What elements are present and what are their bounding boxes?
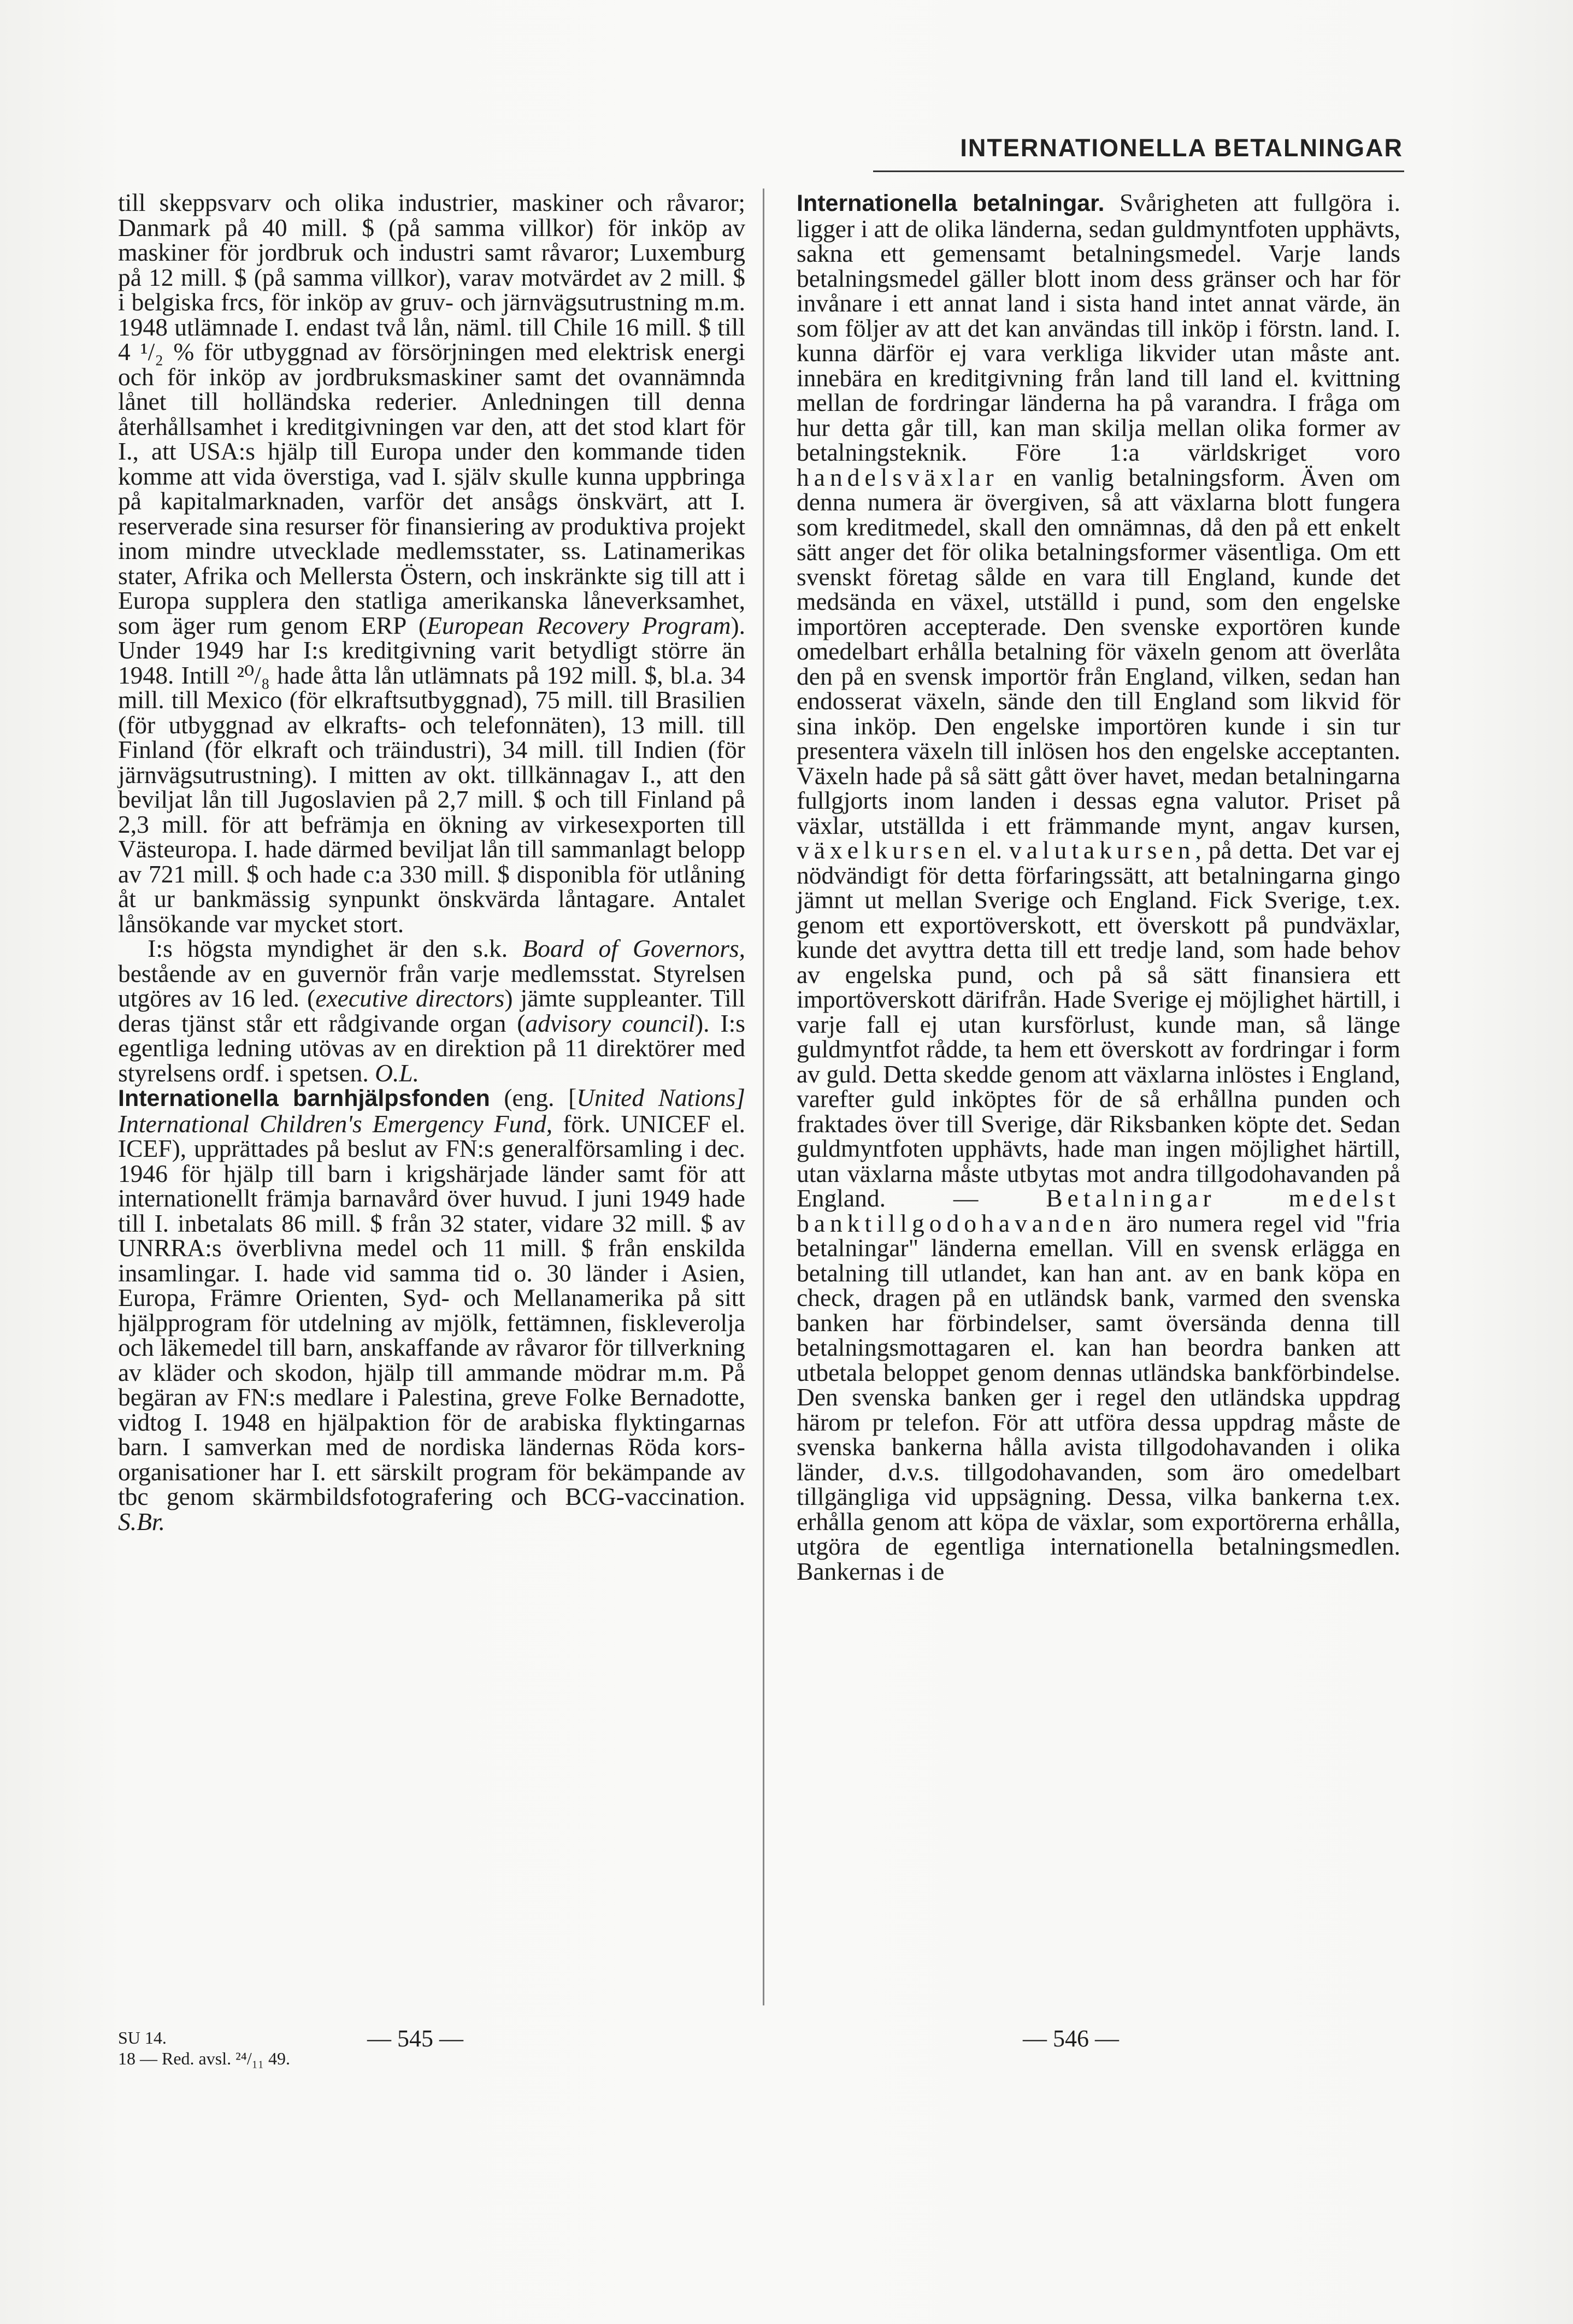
header-rule bbox=[873, 170, 1404, 172]
author-signature: O.L. bbox=[375, 1058, 420, 1087]
spaced-term: Betalningar medelst banktillgodohavanden bbox=[797, 1184, 1400, 1237]
entry-unicef: Internationella barnhjälpsfonden (eng. [United Nations] International Children's Emergency Fund, förk. UNICEF el. ICEF), upprättades på beslut av FN:s generalförsamling i dec. 1946 för hjälp till barn i krigshärjade länder samt för att internationellt främja barnavård över huvud. I juni 1949 hade till I. inbetalats 86 mill. $ från 32 stater, vidare 32 mill. $ av UNRRA:s överblivna medel och 11 mill. $ från enskilda insamlingar. I. hade vid samma tid o. 30 länder i Asien, Europa, Främre Orienten, Syd- och Mellanamerika på sitt hjälpprogram för utdelning av mjölk, fettämnen, fiskleverolja och läkemedel till barn, anskaffande av råvaror för tillverkning av kläder och skodon, hjälp till ammande mödrar m.m. På begäran av FN:s medlare i Palestina, greve Folke Bernadotte, vidtog I. 1948 en hjälpaktion för de arabiska flyktingarnas barn. I samverkan med de nordiska ländernas Röda kors-organisationer har I. ett särskilt program för bekämpande av tbc genom skärmbildsfotografering och BCG-vaccination. S.Br. bbox=[118, 1084, 745, 1535]
column-divider bbox=[763, 189, 764, 2005]
page-number-right: — 546 — bbox=[1023, 2025, 1119, 2052]
right-column bbox=[797, 190, 1400, 1584]
paragraph-ibrd-loans: till skeppsvarv och olika industrier, maskiner och råvaror; Danmark på 40 mill. $ (på samma villkor) för inköp av maskiner för jordbruk och industri samt råvaror; Luxemburg på 12 mill. $ (på samma villkor), varav motvärdet av 2 mill. $ i belgiska frcs, för inköp av gruv- och järnvägsutrustning m.m. 1948 utlämnade I. endast två lån, näml. till Chile 16 mill. $ till 4 ¹/₂ % för utbyggnad av försörjningen med elektrisk energi och för inköp av jordbruksmaskiner samt det ovannämnda lånet till holländska rederier. Anledningen till denna återhållsamhet i kreditgivningen var den, att det stod klart för I., att USA:s hjälp till Europa under den kommande tiden komme att vida överstiga, vad I. själv skulle kunna uppbringa på kapitalmarknaden, varför det ansågs önskvärt, att I. reserverade sina resurser för finansiering av produktiva projekt inom mindre utvecklade medlemsstater, ss. Latinamerikas stater, Afrika och Mellersta Östern, och inskränkte sig till att i Europa supplera den statliga amerikanska låneverksamhet, som äger rum genom ERP (European Recovery Program). Under 1949 har I:s kreditgivning varit betydligt större än 1948. Intill ²⁰/₈ hade åtta lån utlämnats på 192 mill. $, bl.a. 34 mill. till Mexico (för elkraftsutbyggnad), 75 mill. till Brasilien (för utbyggnad av elkrafts- och telefonnäten), 13 mill. till Finland (för elkraft och träindustri), 34 mill. till Indien (för järnvägsutrustning). I mitten av okt. tillkännagav I., att den beviljat lån till Jugoslavien på 2,7 mill. $ och till Finland på 2,3 mill. för att befrämja en ökning av virkesexporten till Västeuropa. I. hade därmed beviljat lån till sammanlagt belopp av 721 mill. $ och hade c:a 330 mill. $ disponibla för utlåning åt ur bankmässig synpunkt önskvärda låntagare. Antalet lånsökande var mycket stort. bbox=[118, 189, 745, 938]
entry-betalningar: Internationella betalningar. Svårigheten att fullgöra i. ligger i att de olika länderna, sedan guldmyntfoten upphävts, sakna ett gemensamt betalningsmedel. Varje lands betalningsmedel gäller blott inom dess gränser och har för invånare i ett annat land i sista hand intet annat värde, än som följer av att det kan användas till inköp i förstn. land. I. kunna därför ej vara verkliga likvider utan måste ant. innebära en kreditgivning från land till land el. kvittning mellan de fordringar länderna ha på varandra. I fråga om hur detta går till, kan man skilja mellan olika former av betalningsteknik. Före 1:a världskriget voro handelsväxlar en vanlig betalningsform. Även om denna numera är övergiven, så att växlarna blott fungera som kreditmedel, skall den omnämnas, då den på ett enkelt sätt anger det för olika betalningsformer väsentliga. Om ett svenskt företag sålde en vara till England, kunde det medsända en växel, utställd i pund, som den engelske importören accepterade. Den svenske exportören kunde omedelbart erhålla betalning för växeln genom att överlåta den på en svensk importör från England, vilken, sedan han endosserat växeln, sände den till England som likvid för sina inköp. Den engelske importören kunde i sin tur presentera växeln till inlösen hos den engelske acceptanten. Växeln hade på så sätt gått över havet, medan betalningarna fullgjorts inom landen i dessas egna valutor. Priset på växlar, utställda i ett främmande mynt, angav kursen, växelkursen el. valutakursen, på detta. Det var ej nödvändigt för detta förfaringssätt, att betalningarna gingo jämnt ut mellan Sverige och England. Fick Sverige, t.ex. genom ett exportöverskott, ett överskott på pundväxlar, kunde det avyttra detta till ett tredje land, som hade behov av engelska pund, och på så sätt finansiera ett importöverskott därifrån. Hade Sverige ej möjlighet härtill, i varje fall ej utan kursförlust, kunde man, så länge guldmyntfot rådde, ta hem ett överskott av fordringar i form av guld. Detta skedde genom att växlarna inlöstes i England, varefter guld inköptes för de så erhållna punden och fraktades över till Sverige, där Riksbanken köpte det. Sedan guldmyntfoten upphävts, hade man ingen möjlighet härtill, utan växlarna måste utbytas mot andra tillgodohavanden på England. — Betalningar medelst banktillgodohavanden äro numera regel vid "fria betalningar" länderna emellan. Vill en svensk erlägga en betalning till utlandet, kan han ant. av en bank köpa en check, dragen på en utländsk bank, varmed den svenska banken har förbindelser, samt översända denna till betalningsmottagaren el. kan han beordra banken att utbetala beloppet genom dennas utländska bankförbindelse. Den svenska banken ger i regel den utländska uppdrag härom pr telefon. För att utföra dessa uppdrag måste de svenska bankerna hålla avista tillgodohavanden i olika länder, d.v.s. tillgodohavanden, som äro omedelbart tillgängliga vid uppsägning. Dessa, vilka bankerna t.ex. erhålla genom att köpa de växlar, som exportörerna erhålla, utgöra de egentliga internationella betalningsmedlen. Bankernas i de bbox=[797, 189, 1401, 1585]
spaced-term: handelsväxlar bbox=[797, 463, 999, 491]
running-head: INTERNATIONELLA BETALNINGAR bbox=[960, 134, 1403, 162]
paragraph-ibrd-governance: I:s högsta myndighet är den s.k. Board of Governors, bestående av en guvernör från varje medlemsstat. Styrelsen utgöres av 16 led. (executive directors) jämte suppleanter. Till deras tjänst står ett rådgivande organ (advisory council). I:s egentliga ledning utövas av en direktion på 11 direktörer med styrelsens ordf. i spetsen. O.L. bbox=[118, 934, 746, 1087]
erp-italic: European Recovery Program bbox=[427, 611, 731, 639]
spaced-term: växelkursen bbox=[797, 836, 971, 864]
print-signature: SU 14. 18 — Red. avsl. ²⁴/₁₁ 49. bbox=[118, 2028, 291, 2068]
author-signature: S.Br. bbox=[118, 1507, 165, 1535]
spaced-term: valutakursen bbox=[1009, 836, 1195, 864]
entry-title-barnhjalpsfonden: Internationella barnhjälpsfonden bbox=[118, 1085, 490, 1111]
entry-title-betalningar: Internationella betalningar. bbox=[797, 190, 1105, 216]
left-column bbox=[118, 190, 745, 1534]
page-number-left: — 545 — bbox=[367, 2025, 463, 2052]
